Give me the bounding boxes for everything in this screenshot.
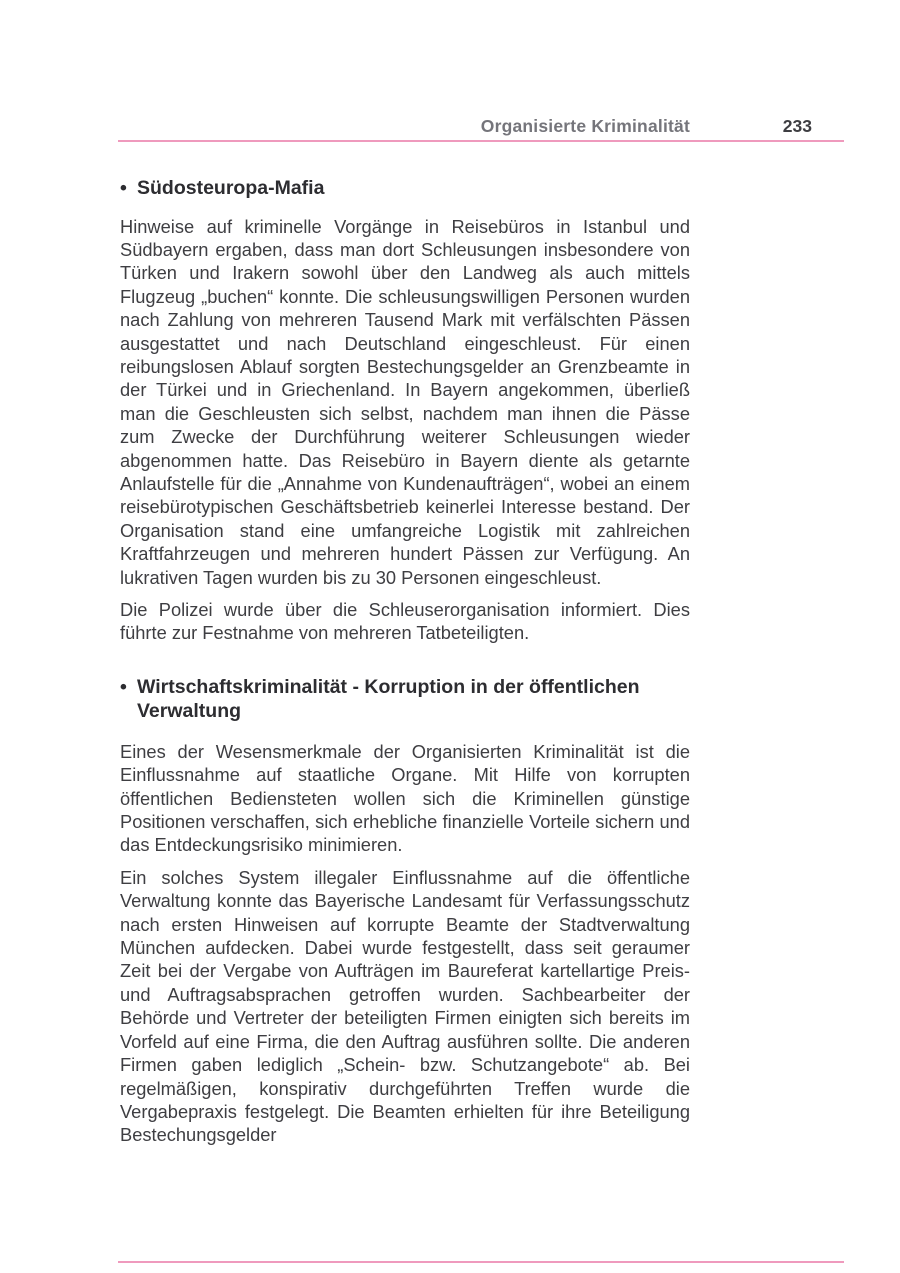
- bullet-icon: •: [120, 177, 127, 199]
- section-heading-label: Südosteuropa-Mafia: [137, 177, 325, 199]
- bullet-icon: •: [120, 675, 127, 698]
- page-number: 233: [782, 116, 812, 136]
- body-paragraph: Eines der Wesensmerkmale der Organisierten Kriminalität ist die Einflussnahme auf staatliche Organe. Mit Hilfe von korrupten öffentlichen Bediensteten wollen sich die Kriminellen günstige Positionen verschaffen, sich erhebliche finanzielle Vorteile sichern und das Entdeckungsrisiko minimieren.: [120, 740, 690, 856]
- section-heading-label: Wirtschaftskriminalität - Korruption in der öffentlichen Verwaltung: [137, 675, 640, 723]
- text-column: [120, 176, 690, 1156]
- body-paragraph: Hinweise auf kriminelle Vorgänge in Reisebüros in Istanbul und Südbayern ergaben, dass man dort Schleusungen insbesondere von Türken und Irakern sowohl über den Landweg als auch mittels Flugzeug „buchen“ konnte. Die schleusungswilligen Personen wurden nach Zahlung von mehreren Tausend Mark mit verfälschten Pässen ausgestattet und nach Deutschland eingeschleust. Für einen reibungslosen Ablauf sorgten Bestechungsgelder an Grenzbeamte in der Türkei und in Griechenland. In Bayern angekommen, überließ man die Geschleusten sich selbst, nachdem man ihnen die Pässe zum Zwecke der Durchführung weiterer Schleusungen wieder abgenommen hatte. Das Reisebüro in Bayern diente als getarnte Anlaufstelle für die „Annahme von Kundenaufträgen“, wobei an einem reisebürotypischen Geschäftsbetrieb keinerlei Interesse bestand. Der Organisation stand eine umfangreiche Logistik mit zahlreichen Kraftfahrzeugen und mehreren hundert Pässen zur Verfügung. An lukrativen Tagen wurden bis zu 30 Personen eingeschleust.: [120, 215, 690, 588]
- header-rule: [118, 140, 844, 142]
- body-paragraph: Ein solches System illegaler Einflussnahme auf die öffentliche Verwaltung konnte das Bayerische Landesamt für Verfassungsschutz nach ersten Hinweisen auf korrupte Beamte der Stadtverwaltung München aufdecken. Dabei wurde festgestellt, dass seit geraumer Zeit bei der Vergabe von Aufträgen im Baureferat kartellartige Preis- und Auftragsabsprachen getroffen wurden. Sachbearbeiter der Behörde und Vertreter der beteiligten Firmen einigten sich bereits im Vorfeld auf eine Firma, die den Auftrag ausführen sollte. Die anderen Firmen gaben lediglich „Schein- bzw. Schutzangebote“ ab. Bei regelmäßigen, konspirativ durchgeführten Treffen wurde die Vergabepraxis festgelegt. Die Beamten erhielten für ihre Beteiligung Bestechungsgelder: [120, 866, 690, 1146]
- body-paragraph: Die Polizei wurde über die Schleuserorganisation informiert. Dies führte zur Festnahme von mehreren Tatbeteiligten.: [120, 599, 690, 644]
- section-heading-wirtschaftskriminalitaet: [120, 675, 690, 724]
- section-heading-suedosteuropa-mafia: [120, 176, 690, 201]
- footer-rule: [118, 1261, 844, 1263]
- running-header-title: Organisierte Kriminalität: [480, 116, 690, 136]
